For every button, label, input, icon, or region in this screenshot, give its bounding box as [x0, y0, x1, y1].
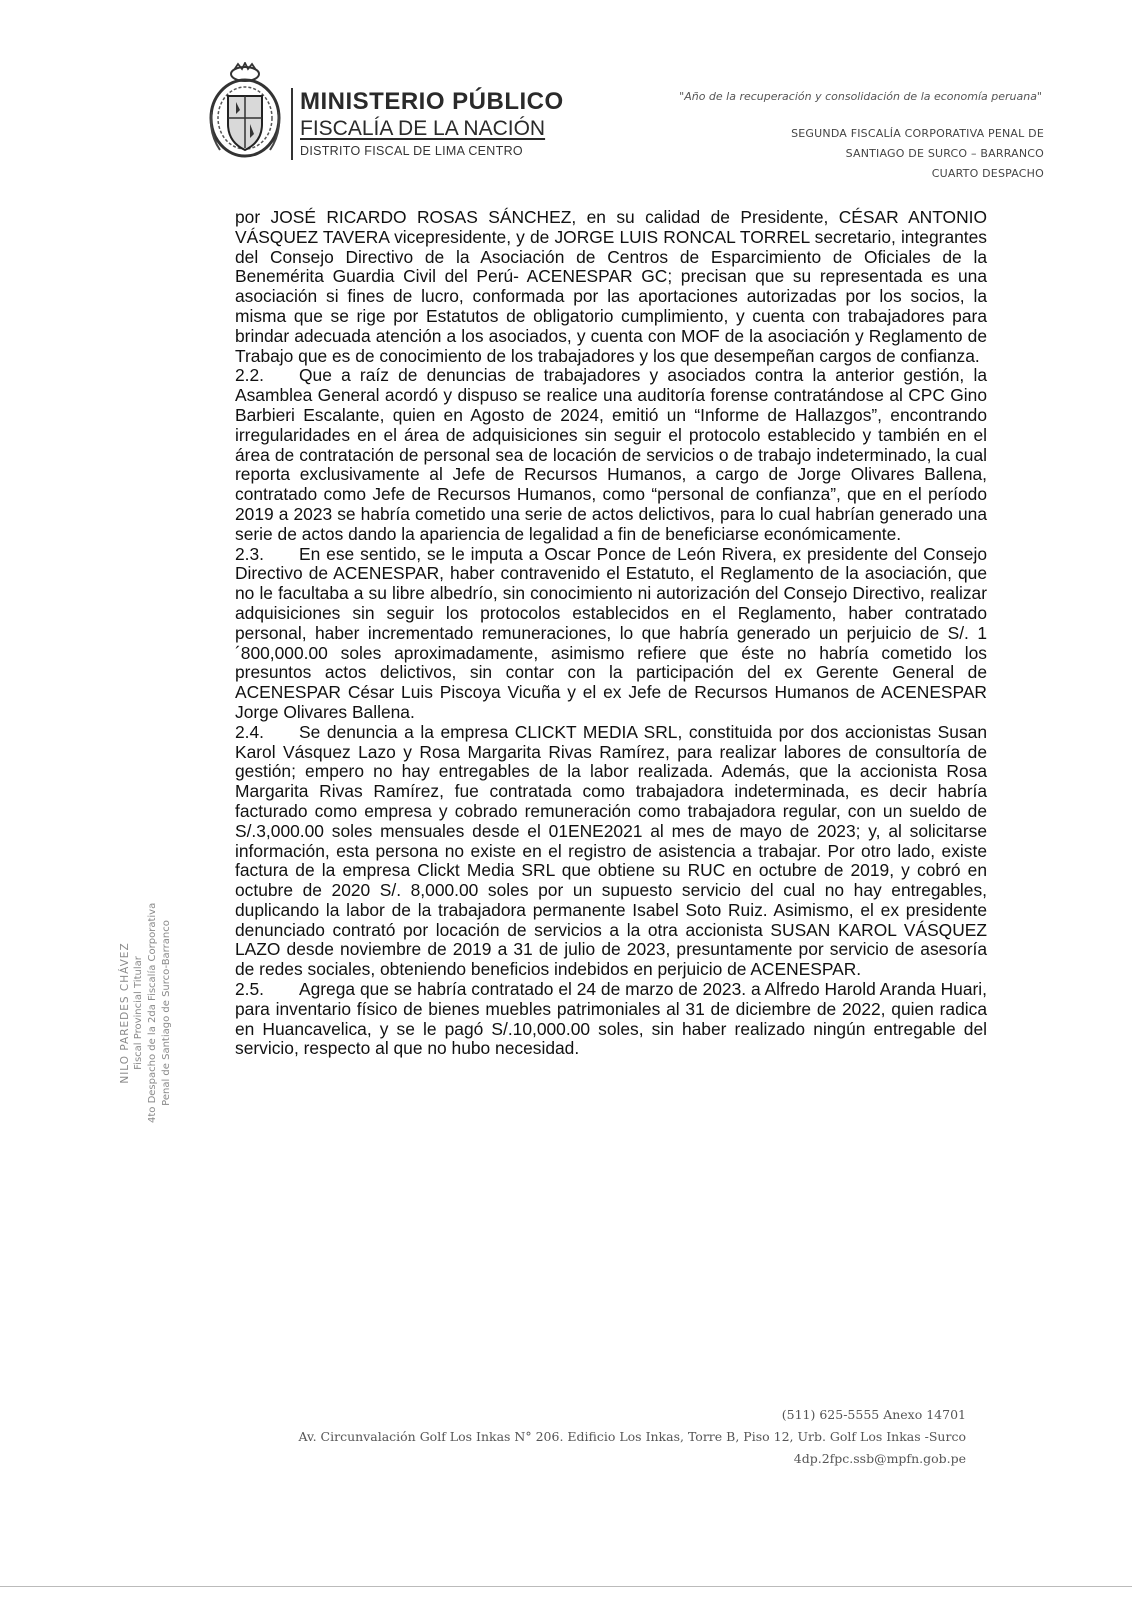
footer-phone: (511) 625-5555 Anexo 14701: [781, 1407, 966, 1422]
paragraph-number: 2.4.: [235, 721, 265, 742]
ministry-seal-icon: [206, 62, 284, 162]
stamp-line: 4to Despacho de la 2da Fiscalía Corporativa: [147, 902, 158, 1123]
prosecutor-stamp: [118, 898, 228, 1138]
paragraph-text: Agrega que se habría contratado el 24 de marzo de 2023. a Alfredo Harold Aranda Huari, para inventario físico de bienes muebles patrimoniales al 31 de diciembre de 2022, quien radica en Huancavelica, y se le pagó S/.10,000.00 soles, sin haber realizado ningún entregable del servicio, respecto al que no hubo necesidad.: [235, 979, 987, 1059]
header-divider: [291, 88, 293, 160]
paragraph-text: Se denuncia a la empresa CLICKT MEDIA SRL, constituida por dos accionistas Susan Karol Vásquez Lazo y Rosa Margarita Rivas Ramírez, para realizar labores de consultoría de gestión; empero no hay entregables de la labor realizada. Además, que la accionista Rosa Margarita Rivas Ramírez, fue contratada como trabajadora indeterminada, es decir habría facturado como empresa y cobrado remuneración como trabajadora regular, con un sueldo de S/.3,000.00 soles mensuales desde el 01ENE2021 al mes de mayo de 2023; y, al solicitarse información, esta persona no existe en el registro de asistencia a trabajar. Por otro lado, existe factura de la empresa Clickt Media SRL que obtiene su RUC en octubre de 2019, y cobró en octubre de 2020 S/. 8,000.00 soles por un supuesto servicio del cual no hay entregables, duplicando la labor de la trabajadora permanente Isabel Soto Ruiz. Asimismo, el ex presidente denunciado contrató por locación de servicios a la otra accionista SUSAN KAROL VÁSQUEZ LAZO desde noviembre de 2019 a 31 de julio de 2023, presuntamente por servicio de asesoría de redes sociales, obteniendo beneficios indebidos en perjuicio de ACENESPAR.: [235, 721, 987, 980]
stamp-name: NILO PAREDES CHÁVEZ: [119, 942, 131, 1084]
paragraph-2-3: [235, 545, 987, 723]
fiscalia-name: FISCALÍA DE LA NACIÓN: [300, 117, 546, 140]
paragraph-2-2: [235, 366, 987, 544]
page-bottom-edge: [0, 1586, 1132, 1587]
district-name: DISTRITO FISCAL DE LIMA CENTRO: [300, 144, 523, 158]
paragraph-2-4: [235, 723, 987, 980]
paragraph-number: 2.2.: [235, 365, 265, 386]
footer-contact: [299, 1404, 967, 1470]
footer-email: 4dp.2fpc.ssb@mpfn.gob.pe: [793, 1451, 966, 1466]
office-block: [791, 124, 1044, 184]
year-motto: "Año de la recuperación y consolidación de la economía peruana": [679, 90, 1042, 103]
paragraph-number: 2.3.: [235, 543, 265, 564]
stamp-text: [118, 903, 218, 1123]
stamp-line: Fiscal Provincial Titular: [133, 956, 144, 1070]
paragraph-number: 2.5.: [235, 979, 265, 1000]
ministry-name: MINISTERIO PÚBLICO: [300, 88, 564, 115]
stamp-line: Penal de Santiago de Surco-Barranco: [161, 920, 172, 1106]
office-line: CUARTO DESPACHO: [931, 167, 1044, 180]
ministry-block: [300, 88, 600, 160]
paragraph-text: Que a raíz de denuncias de trabajadores y asociados contra la anterior gestión, la Asamblea General acordó y dispuso se realice una auditoría forense contratándose al CPC Gino Barbieri Escalante, quien en Agosto de 2024, emitió un “Informe de Hallazgos”, encontrando irregularidades en el área de adquisiciones sin seguir el protocolo establecido y también en el área de contratación de personal sea de locación de servicios o de trabajo indeterminado, la cual reporta exclusivamente al Jefe de Recursos Humanos, a cargo de Jorge Olivares Ballena, contratado como Jefe de Recursos Humanos, como “personal de confianza”, que en el período 2019 a 2023 se habría cometido una serie de actos delictivos, para lo cual habrían generado una serie de actos dando la apariencia de legalidad a fin de beneficiarse económicamente.: [235, 365, 987, 544]
paragraph-2-5: [235, 980, 987, 1059]
footer-address: Av. Circunvalación Golf Los Inkas N° 206. Edificio Los Inkas, Torre B, Piso 12, Urb. Golf Los Inkas -Surco: [298, 1429, 966, 1444]
office-line: SANTIAGO DE SURCO – BARRANCO: [845, 147, 1044, 160]
paragraph-text: En ese sentido, se le imputa a Oscar Ponce de León Rivera, ex presidente del Consejo Directivo de ACENESPAR, haber contravenido el Estatuto, el Reglamento de la asociación, que no le facultaba a su libre albedrío, sin conocimiento ni autorización del Consejo Directivo, realizar adquisiciones sin seguir los protocolos establecidos en el Reglamento, haber contratado personal, haber incrementado remuneraciones, lo que habría generado un perjuicio de S/. 1´800,000.00 soles aproximadamente, asimismo refiere que éste no habría cometido los presuntos actos delictivos, sin contar con la participación del ex Gerente General de ACENESPAR César Luis Piscoya Vicuña y el ex Jefe de Recursos Humanos de ACENESPAR Jorge Olivares Ballena.: [235, 543, 987, 722]
document-body: [235, 208, 987, 1059]
intro-paragraph: por JOSÉ RICARDO ROSAS SÁNCHEZ, en su calidad de Presidente, CÉSAR ANTONIO VÁSQUEZ TAVERA vicepresidente, y de JORGE LUIS RONCAL TORREL secretario, integrantes del Consejo Directivo de la Asociación de Centros de Esparcimiento de Oficiales de la Benemérita Guardia Civil del Perú- ACENESPAR GC; precisan que su representada es una asociación si fines de lucro, conformada por las aportaciones autorizadas por los socios, la misma que se rige por Estatutos de obligatorio cumplimiento, y cuenta con trabajadores para brindar adecuada atención a los asociados, y cuenta con MOF de la asociación y Reglamento de Trabajo que es de conocimiento de los trabajadores y los que desempeñan cargos de confianza.: [235, 207, 987, 366]
office-line: SEGUNDA FISCALÍA CORPORATIVA PENAL DE: [791, 127, 1044, 140]
